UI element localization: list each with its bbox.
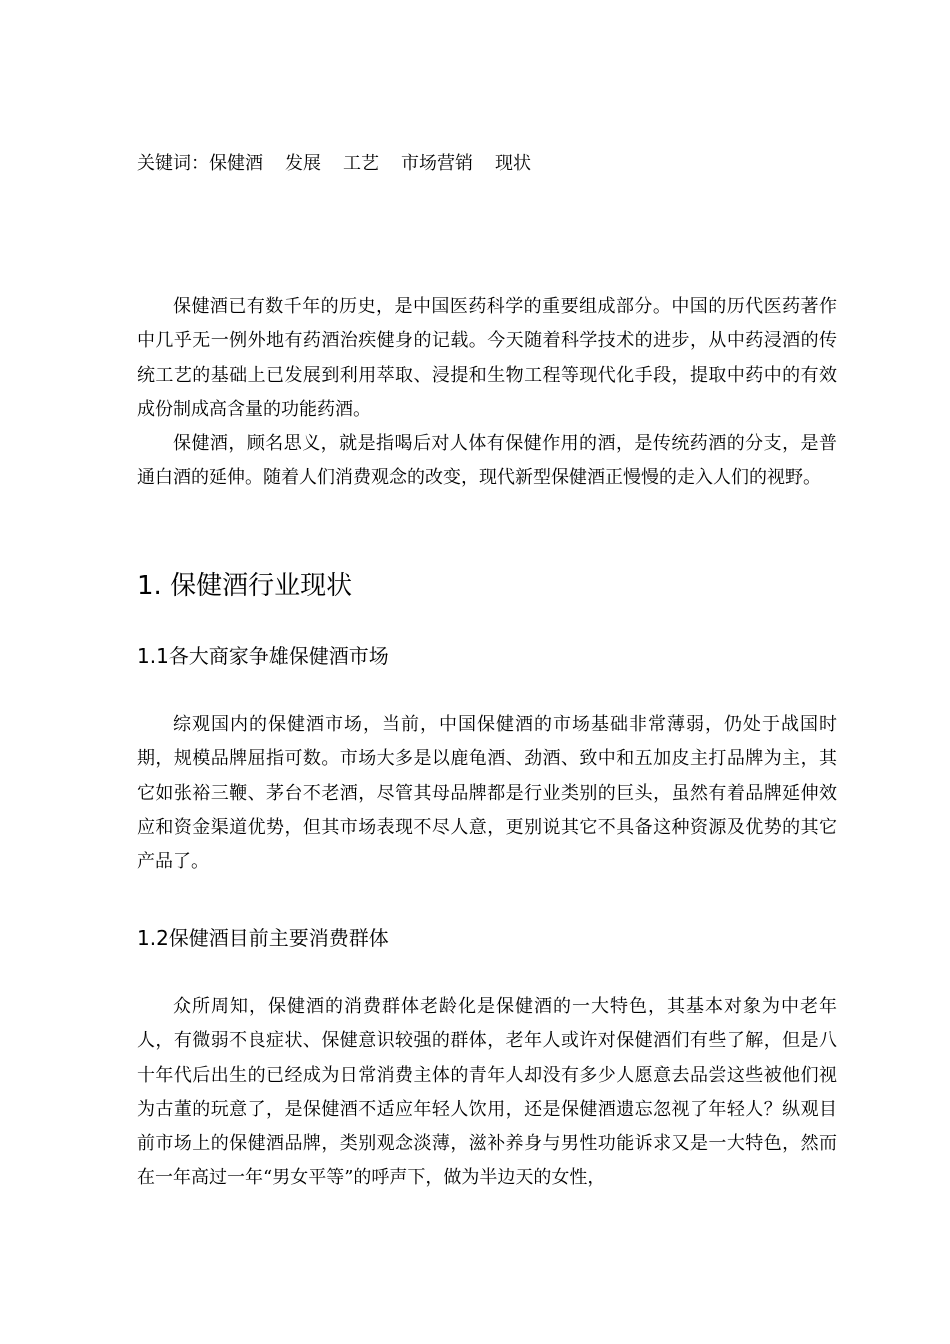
subsection-heading-1-1: 1.1各大商家争雄保健酒市场 [137, 644, 389, 668]
keyword-item: 发展 [285, 153, 321, 174]
keyword-item: 市场营销 [401, 153, 473, 174]
keywords-label: 关键词： [137, 153, 209, 174]
intro-paragraph-1: 保健酒已有数千年的历史，是中国医药科学的重要组成部分。中国的历代医药著作中几乎无一例外地有药酒治疾健身的记载。今天随着科学技术的进步，从中药浸酒的传统工艺的基础上已发展到利用萃取、浸提和生物工程等现代化手段，提取中药中的有效成份制成高含量的功能药酒。 [137, 296, 837, 420]
subsection-heading-1-2: 1.2保健酒目前主要消费群体 [137, 926, 389, 950]
intro-paragraph-2: 保健酒，顾名思义，就是指喝后对人体有保健作用的酒，是传统药酒的分支，是普通白酒的延伸。随着人们消费观念的改变，现代新型保健酒正慢慢的走入人们的视野。 [137, 433, 837, 489]
keyword-item: 工艺 [343, 153, 379, 174]
subsection-1-1-paragraph: 综观国内的保健酒市场，当前，中国保健酒的市场基础非常薄弱，仍处于战国时期，规模品牌屈指可数。市场大多是以鹿龟酒、劲酒、致中和五加皮主打品牌为主，其它如张裕三鞭、茅台不老酒，尽管其母品牌都是行业类别的巨头，虽然有着品牌延伸效应和资金渠道优势，但其市场表现不尽人意，更别说其它不具备这种资源及优势的其它产品了。 [137, 714, 837, 873]
keywords-line [137, 152, 531, 176]
keyword-item: 保健酒 [209, 153, 263, 174]
subsection-1-2-paragraph: 众所周知，保健酒的消费群体老龄化是保健酒的一大特色，其基本对象为中老年人，有微弱不良症状、保健意识较强的群体，老年人或许对保健酒们有些了解，但是八十年代后出生的已经成为日常消费主体的青年人却没有多少人愿意去品尝这些被他们视为古董的玩意了，是保健酒不适应年轻人饮用，还是保健酒遗忘忽视了年轻人？纵观目前市场上的保健酒品牌，类别观念淡薄，滋补养身与男性功能诉求又是一大特色，然而在一年高过一年“男女平等”的呼声下，做为半边天的女性， [137, 996, 837, 1189]
keyword-item: 现状 [495, 153, 531, 174]
section-heading: 1. 保健酒行业现状 [137, 571, 353, 601]
